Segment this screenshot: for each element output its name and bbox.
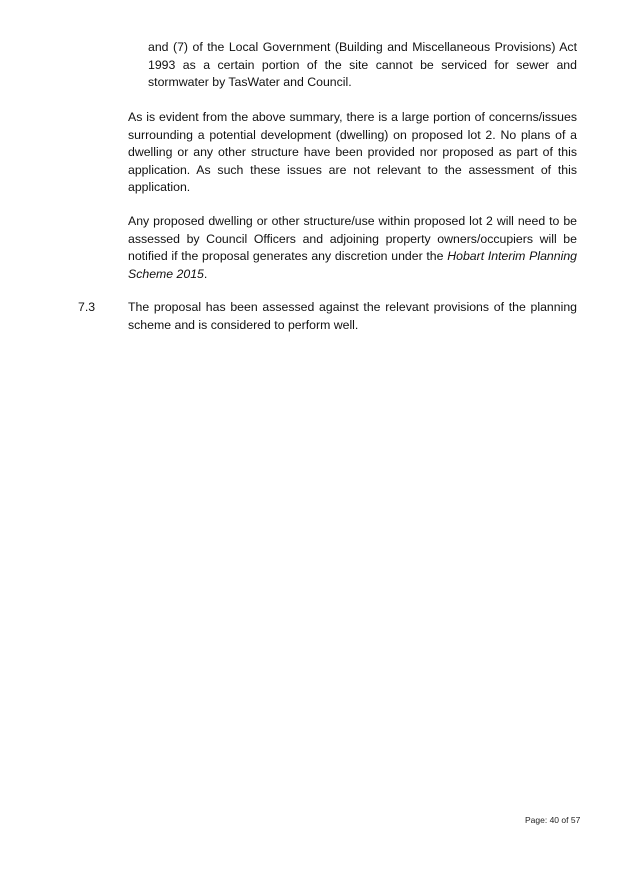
page-number: Page: 40 of 57 bbox=[525, 815, 581, 825]
proposed-dwelling-text: Any proposed dwelling or other structure/use within proposed lot 2 will need to be assessed by Council Officers and adjoining property owners/occupiers will be notified if the proposal generates any discretion under the bbox=[128, 214, 577, 264]
paragraph-end-punctuation: . bbox=[203, 266, 208, 281]
summary-paragraph: As is evident from the above summary, there is a large portion of concerns/issues surrounding a potential development (dwelling) on proposed lot 2. No plans of a dwelling or any other structure have been provided nor proposed as part of this application. As such these issues are not relevant to the assessment of this application. bbox=[128, 110, 577, 195]
section-paragraph: The proposal has been assessed against the relevant provisions of the planning scheme and is considered to perform well. bbox=[128, 300, 577, 332]
proposed-dwelling-paragraph bbox=[128, 213, 577, 283]
continuation-paragraph: and (7) of the Local Government (Building and Miscellaneous Provisions) Act 1993 as a certain portion of the site cannot be serviced for sewer and stormwater by TasWater and Council. bbox=[148, 40, 577, 90]
planning-scheme-title: Hobart Interim Planning Scheme 2015 bbox=[128, 249, 578, 281]
section-number: 7.3 bbox=[78, 300, 96, 314]
